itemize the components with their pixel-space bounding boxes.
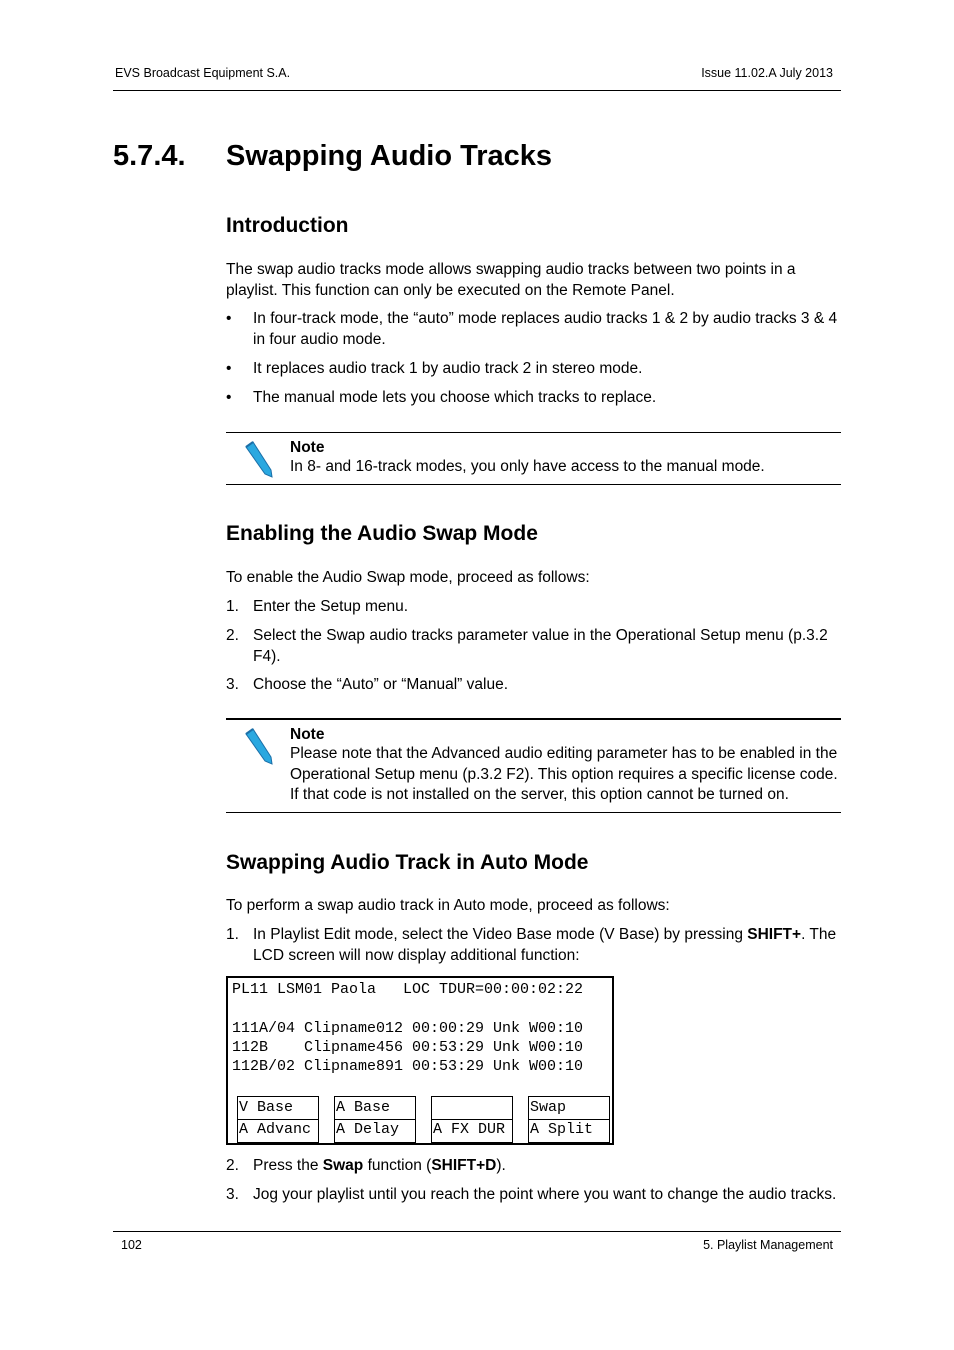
enabling-paragraph: To enable the Audio Swap mode, proceed as follows: <box>226 569 590 586</box>
function-name: Swap <box>322 1157 364 1174</box>
lcd-screen <box>226 976 614 1145</box>
fkey-bottom-label: A Delay <box>336 1121 400 1138</box>
chapter-number: 5.7.4. <box>113 140 186 172</box>
bullet-text: In four-track mode, the “auto” mode replaces audio tracks 1 & 2 by audio tracks 3 & 4 in four audio mode. <box>253 310 838 348</box>
footer-section: 5. Playlist Management <box>703 1238 833 1252</box>
step-item <box>226 675 841 696</box>
fkey-bottom-label: A FX DUR <box>433 1121 506 1138</box>
step-number: 3. <box>226 1186 239 1203</box>
step-text <box>253 1156 841 1177</box>
step-text <box>253 925 841 966</box>
bullet-marker: • <box>226 389 232 406</box>
step-text-part: function ( <box>363 1157 432 1174</box>
step-text: Choose the “Auto” or “Manual” value. <box>253 676 509 693</box>
bullet-text: The manual mode lets you choose which tracks to replace. <box>253 389 657 406</box>
page-number: 102 <box>121 1238 142 1252</box>
note-title: Note <box>290 439 325 456</box>
bullet-text: It replaces audio track 1 by audio track 2 in stereo mode. <box>253 360 643 377</box>
step-number: 1. <box>226 598 239 615</box>
lcd-clip-row: 111A/04 Clipname012 00:00:29 Unk W00:10 <box>232 1020 584 1037</box>
note-text: In 8- and 16-track modes, you only have access to the manual mode. <box>290 458 765 475</box>
intro-paragraph: The swap audio tracks mode allows swapping audio tracks between two points in a playlist. This function can only be executed on the Remote Panel. <box>226 261 796 299</box>
note-top-rule <box>226 432 841 433</box>
step-text: Select the Swap audio tracks parameter value in the Operational Setup menu (p.3.2 F4). <box>253 627 828 665</box>
intro-heading: Introduction <box>226 214 349 237</box>
enabling-heading: Enabling the Audio Swap Mode <box>226 522 538 545</box>
bullet-item <box>226 359 841 380</box>
note-bottom-rule <box>226 812 841 813</box>
note-box <box>226 718 841 813</box>
step-item <box>226 597 841 618</box>
key-combo: SHIFT+ <box>747 926 802 943</box>
step-text: Enter the Setup menu. <box>253 598 409 615</box>
chapter-title <box>113 140 552 173</box>
header-divider <box>113 90 841 91</box>
bullet-item <box>226 388 841 409</box>
fkey-top-label: A Base <box>336 1099 391 1116</box>
lcd-clip-row: 112B/02 Clipname891 00:53:29 Unk W00:10 <box>232 1058 584 1075</box>
step-item <box>226 626 841 667</box>
key-combo: SHIFT+D <box>431 1157 497 1174</box>
step-item <box>226 925 841 966</box>
note-top-rule <box>226 718 841 720</box>
step-text-part: . The LCD screen will now display additional function: <box>253 926 837 964</box>
fkey-bottom-label: A Split <box>530 1121 594 1138</box>
lcd-clip-row: 112B Clipname456 00:53:29 Unk W00:10 <box>232 1039 584 1056</box>
step-text-part: In Playlist Edit mode, select the Video Base mode (V Base) by pressing <box>253 926 748 943</box>
pen-icon <box>241 726 275 766</box>
step-text: Jog your playlist until you reach the point where you want to change the audio tracks. <box>253 1186 837 1203</box>
note-title: Note <box>290 726 325 743</box>
note-text: Please note that the Advanced audio editing parameter has to be enabled in the Operational Setup menu (p.3.2 F2). This option requires a specific license code. If that code is not installed on the server, this option cannot be turned on. <box>290 745 838 803</box>
lcd-status-line: PL11 LSM01 Paola LOC TDUR=00:00:02:22 <box>232 981 584 998</box>
lcd-function-key <box>431 1096 513 1143</box>
note-box <box>226 432 841 485</box>
step-number: 2. <box>226 1157 239 1174</box>
step-number: 3. <box>226 676 239 693</box>
step-item <box>226 1156 841 1177</box>
step-number: 1. <box>226 926 239 943</box>
auto-paragraph: To perform a swap audio track in Auto mode, proceed as follows: <box>226 897 670 914</box>
pen-icon <box>241 439 275 479</box>
bullet-marker: • <box>226 360 232 377</box>
fkey-top-label: V Base <box>239 1099 294 1116</box>
bullet-item <box>226 309 841 350</box>
step-text-part: ). <box>496 1157 506 1174</box>
bullet-marker: • <box>226 310 232 327</box>
footer-divider <box>113 1231 841 1232</box>
lcd-function-key <box>334 1096 416 1143</box>
step-number: 2. <box>226 627 239 644</box>
lcd-function-key <box>528 1096 610 1143</box>
chapter-title-text: Swapping Audio Tracks <box>226 140 553 172</box>
fkey-bottom-label: A Advanc <box>239 1121 312 1138</box>
fkey-top-label: Swap <box>530 1099 567 1116</box>
auto-heading: Swapping Audio Track in Auto Mode <box>226 851 589 874</box>
header-company: EVS Broadcast Equipment S.A. <box>115 66 291 80</box>
note-bottom-rule <box>226 484 841 485</box>
lcd-function-key <box>237 1096 319 1143</box>
header-issue: Issue 11.02.A July 2013 <box>701 66 833 80</box>
step-item <box>226 1185 841 1206</box>
step-text-part: Press the <box>253 1157 323 1174</box>
